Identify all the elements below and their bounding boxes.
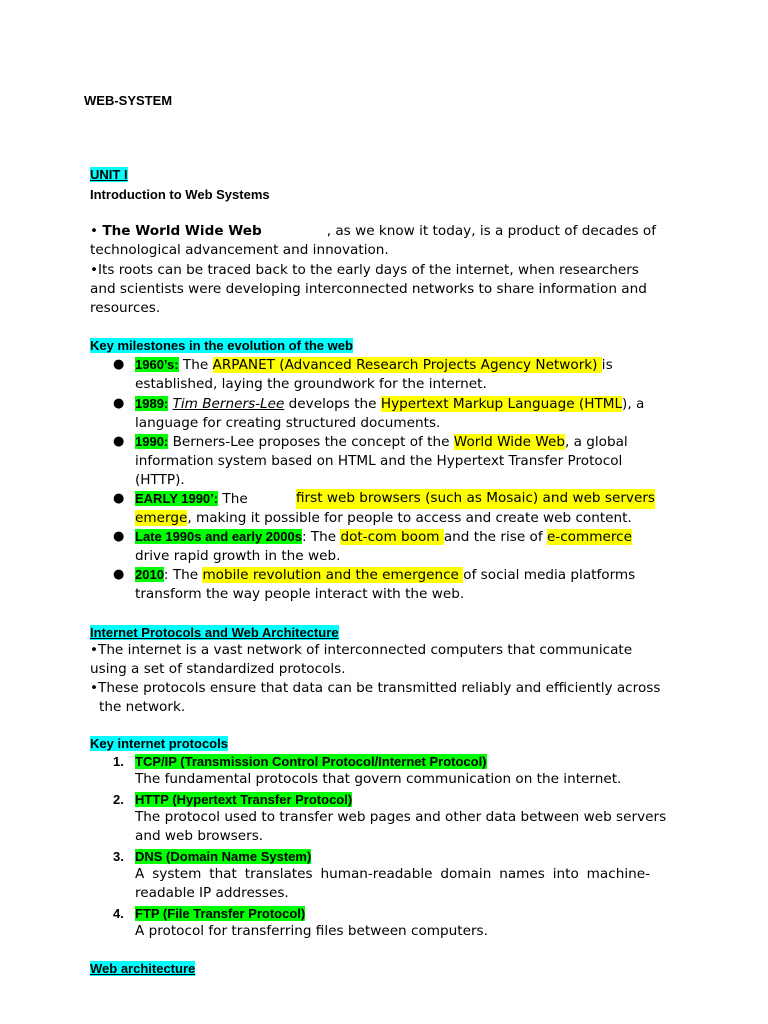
- milestone-item: ● 1960’s: The ARPANET (Advanced Research Projects Agency Network) is established, laying the groundwork for the internet.: [113, 357, 613, 392]
- bullet-icon: ●: [113, 357, 125, 372]
- document-title: WEB-SYSTEM: [84, 93, 173, 108]
- protocols-paragraph-2: •These protocols ensure that data can be transmitted reliably and efficiently across the network.: [90, 680, 661, 715]
- bullet-icon: ●: [113, 567, 125, 582]
- web-architecture-heading: Web architecture: [90, 961, 196, 976]
- milestones-heading: Key milestones in the evolution of the web: [90, 338, 353, 353]
- protocol-item: 1. TCP/IP (Transmission Control Protocol/Internet Protocol) The fundamental protocols that govern communication on the internet.: [113, 754, 622, 787]
- bullet-icon: ●: [113, 491, 125, 506]
- key-protocols-heading: Key internet protocols: [90, 736, 228, 751]
- bullet-icon: ●: [113, 396, 125, 411]
- milestone-item: ● 1989: Tim Berners-Lee develops the Hypertext Markup Language (HTML), a language for creating structured documents.: [113, 396, 645, 431]
- protocols-architecture-heading: Internet Protocols and Web Architecture: [90, 625, 339, 640]
- intro-paragraph-1: • The World Wide Web , as we know it today, is a product of decades of technological advancement and innovation.: [90, 223, 656, 258]
- unit-label: UNIT I: [90, 167, 128, 182]
- protocol-item: 3. DNS (Domain Name System) A system that translates human-readable domain names into machine- readable IP addresses.: [113, 849, 650, 901]
- section-title: Introduction to Web Systems: [90, 187, 270, 202]
- milestone-item: ● 1990: Berners-Lee proposes the concept of the World Wide Web, a global information system based on HTML and the Hypertext Transfer Protocol (HTTP).: [113, 434, 628, 488]
- intro-paragraph-2: •Its roots can be traced back to the early days of the internet, when researchers and scientists were developing interconnected networks to share information and resources.: [90, 262, 647, 316]
- milestone-item: ● EARLY 1990’: The first web browsers (such as Mosaic) and web servers emerge, making it possible for people to access and create web content.: [113, 490, 655, 526]
- bullet-icon: ●: [113, 529, 125, 544]
- bullet-icon: ●: [113, 434, 125, 449]
- protocol-item: 2. HTTP (Hypertext Transfer Protocol) The protocol used to transfer web pages and other data between web servers and web browsers.: [113, 792, 667, 844]
- protocols-paragraph-1: •The internet is a vast network of interconnected computers that communicate using a set of standardized protocols.: [90, 642, 633, 677]
- milestone-item: ● 2010: The mobile revolution and the emergence of social media platforms transform the way people interact with the web.: [113, 567, 636, 602]
- milestone-item: ● Late 1990s and early 2000s: The dot-com boom and the rise of e-commerce drive rapid growth in the web.: [113, 529, 632, 564]
- protocol-item: 4. FTP (File Transfer Protocol) A protocol for transferring files between computers.: [113, 906, 488, 939]
